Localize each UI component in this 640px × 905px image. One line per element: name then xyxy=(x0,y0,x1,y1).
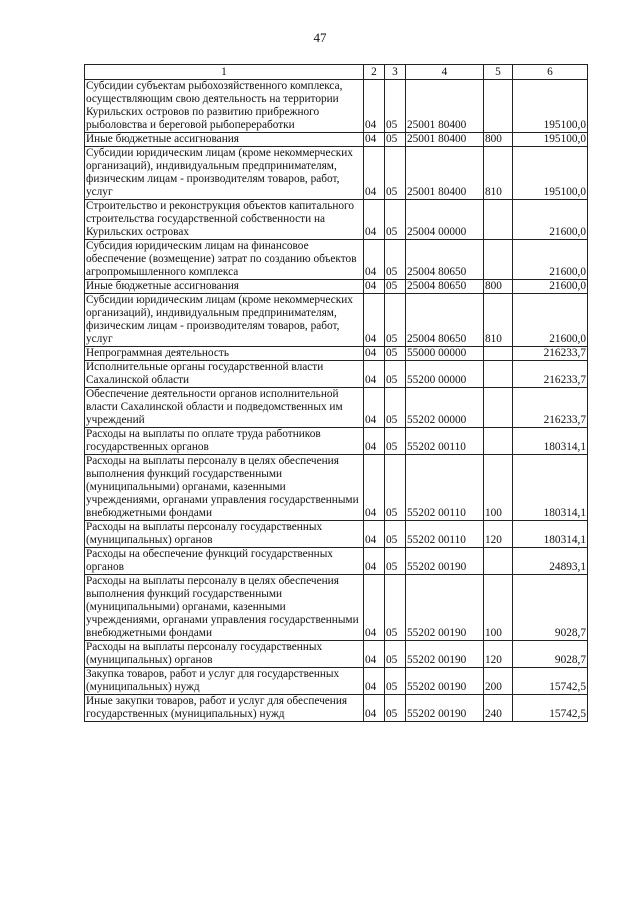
column-header: 6 xyxy=(513,65,588,80)
expense-type-code: 120 xyxy=(484,521,513,548)
section-code: 04 xyxy=(364,361,385,388)
expense-type-code xyxy=(484,548,513,575)
page-number: 47 xyxy=(313,30,327,45)
expense-type-code: 200 xyxy=(484,668,513,695)
table-row xyxy=(85,428,588,455)
table-row xyxy=(85,548,588,575)
section-code: 04 xyxy=(364,521,385,548)
expense-type-code: 800 xyxy=(484,133,513,147)
amount: 24893,1 xyxy=(513,548,588,575)
subsection-code: 05 xyxy=(385,347,406,361)
row-name: Закупка товаров, работ и услуг для государственных (муниципальных) нужд xyxy=(85,668,364,695)
target-article-code: 55202 00190 xyxy=(406,641,484,668)
subsection-code: 05 xyxy=(385,388,406,428)
column-header: 1 xyxy=(85,65,364,80)
table-row xyxy=(85,575,588,641)
header-row xyxy=(85,65,588,80)
table-row xyxy=(85,80,588,133)
section-code: 04 xyxy=(364,668,385,695)
amount: 216233,7 xyxy=(513,361,588,388)
table-row xyxy=(85,280,588,294)
expense-type-code: 100 xyxy=(484,455,513,521)
section-code: 04 xyxy=(364,695,385,722)
expense-type-code: 240 xyxy=(484,695,513,722)
expense-type-code: 120 xyxy=(484,641,513,668)
amount: 216233,7 xyxy=(513,347,588,361)
section-code: 04 xyxy=(364,147,385,200)
section-code: 04 xyxy=(364,294,385,347)
row-name: Расходы на обеспечение функций государственных органов xyxy=(85,548,364,575)
subsection-code: 05 xyxy=(385,521,406,548)
subsection-code: 05 xyxy=(385,641,406,668)
target-article-code: 55202 00110 xyxy=(406,428,484,455)
expense-type-code xyxy=(484,361,513,388)
table-row xyxy=(85,695,588,722)
subsection-code: 05 xyxy=(385,695,406,722)
target-article-code: 55202 00190 xyxy=(406,575,484,641)
amount: 21600,0 xyxy=(513,280,588,294)
section-code: 04 xyxy=(364,455,385,521)
target-article-code: 55000 00000 xyxy=(406,347,484,361)
amount: 180314,1 xyxy=(513,521,588,548)
row-name: Расходы на выплаты персоналу государственных (муниципальных) органов xyxy=(85,521,364,548)
section-code: 04 xyxy=(364,200,385,240)
amount: 180314,1 xyxy=(513,428,588,455)
section-code: 04 xyxy=(364,280,385,294)
table-row xyxy=(85,455,588,521)
section-code: 04 xyxy=(364,388,385,428)
amount: 21600,0 xyxy=(513,240,588,280)
row-name: Строительство и реконструкция объектов капитального строительства государственной собственности на Курильских островах xyxy=(85,200,364,240)
target-article-code: 25001 80400 xyxy=(406,147,484,200)
subsection-code: 05 xyxy=(385,294,406,347)
table-row xyxy=(85,388,588,428)
expense-type-code: 810 xyxy=(484,294,513,347)
amount: 195100,0 xyxy=(513,133,588,147)
table-row xyxy=(85,361,588,388)
subsection-code: 05 xyxy=(385,575,406,641)
target-article-code: 25004 80650 xyxy=(406,280,484,294)
amount: 195100,0 xyxy=(513,147,588,200)
amount: 9028,7 xyxy=(513,641,588,668)
amount: 15742,5 xyxy=(513,668,588,695)
table-row xyxy=(85,668,588,695)
column-header: 2 xyxy=(364,65,385,80)
section-code: 04 xyxy=(364,641,385,668)
column-header: 3 xyxy=(385,65,406,80)
subsection-code: 05 xyxy=(385,133,406,147)
amount: 216233,7 xyxy=(513,388,588,428)
amount: 21600,0 xyxy=(513,294,588,347)
row-name: Субсидии юридическим лицам (кроме некоммерческих организаций), индивидуальным предпринимателям, физическим лицам - производителям товаров, работ, услуг xyxy=(85,294,364,347)
section-code: 04 xyxy=(364,548,385,575)
column-header: 5 xyxy=(484,65,513,80)
target-article-code: 25004 00000 xyxy=(406,200,484,240)
column-header: 4 xyxy=(406,65,484,80)
target-article-code: 55200 00000 xyxy=(406,361,484,388)
row-name: Субсидия юридическим лицам на финансовое обеспечение (возмещение) затрат по созданию объектов агропромышленного комплекса xyxy=(85,240,364,280)
amount: 195100,0 xyxy=(513,80,588,133)
target-article-code: 25001 80400 xyxy=(406,80,484,133)
row-name: Расходы на выплаты персоналу в целях обеспечения выполнения функций государственными (муниципальными) органами, казенными учреждениями, органами управления государственными внебюджетными фондами xyxy=(85,455,364,521)
target-article-code: 25004 80650 xyxy=(406,294,484,347)
amount: 21600,0 xyxy=(513,200,588,240)
table-row xyxy=(85,200,588,240)
subsection-code: 05 xyxy=(385,240,406,280)
expense-type-code xyxy=(484,240,513,280)
row-name: Расходы на выплаты по оплате труда работников государственных органов xyxy=(85,428,364,455)
table-row xyxy=(85,240,588,280)
expense-type-code: 100 xyxy=(484,575,513,641)
subsection-code: 05 xyxy=(385,668,406,695)
row-name: Субсидии субъектам рыбохозяйственного комплекса, осуществляющим свою деятельность на территории Курильских островов по развитию прибрежного рыболовства и береговой рыбопереработки xyxy=(85,80,364,133)
row-name: Иные бюджетные ассигнования xyxy=(85,280,364,294)
row-name: Обеспечение деятельности органов исполнительной власти Сахалинской области и подведомственных им учреждений xyxy=(85,388,364,428)
expense-type-code xyxy=(484,428,513,455)
table-row xyxy=(85,294,588,347)
row-name: Субсидии юридическим лицам (кроме некоммерческих организаций), индивидуальным предпринимателям, физическим лицам - производителям товаров, работ, услуг xyxy=(85,147,364,200)
subsection-code: 05 xyxy=(385,548,406,575)
amount: 15742,5 xyxy=(513,695,588,722)
budget-table xyxy=(84,64,588,722)
table-row xyxy=(85,641,588,668)
target-article-code: 55202 00110 xyxy=(406,455,484,521)
target-article-code: 25001 80400 xyxy=(406,133,484,147)
subsection-code: 05 xyxy=(385,455,406,521)
target-article-code: 55202 00000 xyxy=(406,388,484,428)
expense-type-code: 800 xyxy=(484,280,513,294)
section-code: 04 xyxy=(364,133,385,147)
table-row xyxy=(85,133,588,147)
amount: 9028,7 xyxy=(513,575,588,641)
subsection-code: 05 xyxy=(385,200,406,240)
expense-type-code xyxy=(484,200,513,240)
target-article-code: 55202 00110 xyxy=(406,521,484,548)
target-article-code: 25004 80650 xyxy=(406,240,484,280)
section-code: 04 xyxy=(364,575,385,641)
expense-type-code xyxy=(484,347,513,361)
amount: 180314,1 xyxy=(513,455,588,521)
table-row xyxy=(85,521,588,548)
subsection-code: 05 xyxy=(385,147,406,200)
target-article-code: 55202 00190 xyxy=(406,548,484,575)
table-row xyxy=(85,347,588,361)
subsection-code: 05 xyxy=(385,361,406,388)
table-row xyxy=(85,147,588,200)
row-name: Расходы на выплаты персоналу государственных (муниципальных) органов xyxy=(85,641,364,668)
row-name: Иные закупки товаров, работ и услуг для обеспечения государственных (муниципальных) нужд xyxy=(85,695,364,722)
section-code: 04 xyxy=(364,428,385,455)
expense-type-code xyxy=(484,388,513,428)
target-article-code: 55202 00190 xyxy=(406,668,484,695)
expense-type-code xyxy=(484,80,513,133)
section-code: 04 xyxy=(364,240,385,280)
row-name: Непрограммная деятельность xyxy=(85,347,364,361)
subsection-code: 05 xyxy=(385,80,406,133)
section-code: 04 xyxy=(364,347,385,361)
section-code: 04 xyxy=(364,80,385,133)
row-name: Исполнительные органы государственной власти Сахалинской области xyxy=(85,361,364,388)
expense-type-code: 810 xyxy=(484,147,513,200)
target-article-code: 55202 00190 xyxy=(406,695,484,722)
subsection-code: 05 xyxy=(385,428,406,455)
row-name: Расходы на выплаты персоналу в целях обеспечения выполнения функций государственными (муниципальными) органами, казенными учреждениями, органами управления государственными внебюджетными фондами xyxy=(85,575,364,641)
subsection-code: 05 xyxy=(385,280,406,294)
row-name: Иные бюджетные ассигнования xyxy=(85,133,364,147)
